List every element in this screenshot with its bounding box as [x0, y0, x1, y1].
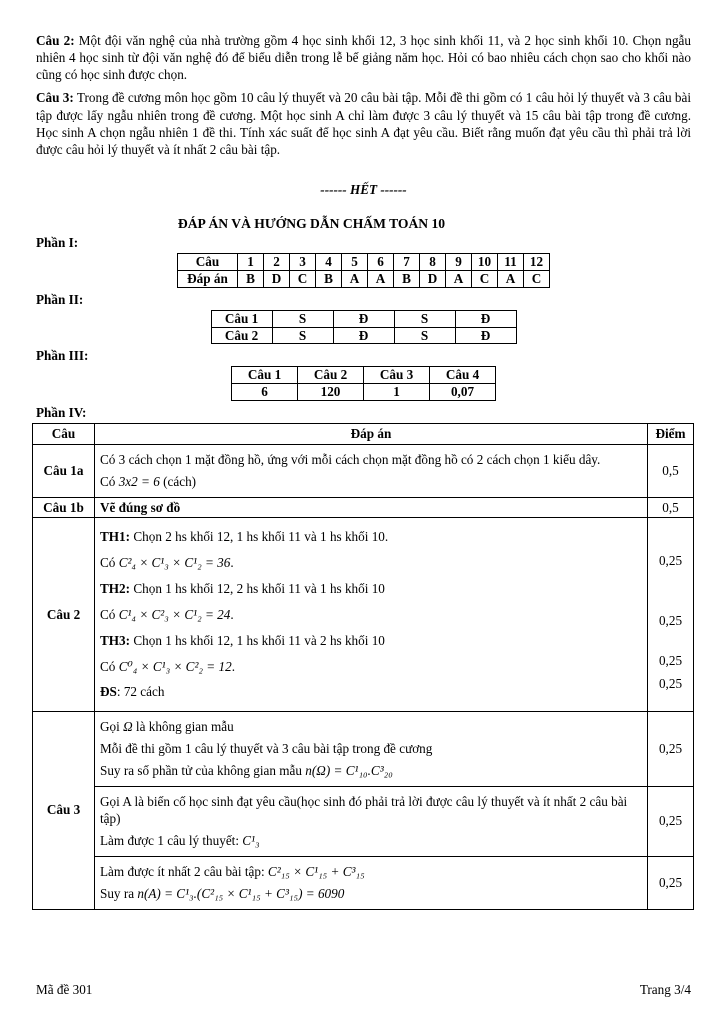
question-2-label: Câu 2:: [36, 33, 75, 48]
table-cell: S: [272, 310, 333, 327]
score-cell: 0,25: [648, 712, 694, 786]
table-cell: C: [472, 270, 498, 287]
table-cell: 10: [472, 254, 498, 271]
table-cell: Câu: [178, 254, 238, 271]
table-cell: 1: [364, 384, 430, 401]
answer-line: [100, 580, 642, 598]
table-cell: Đ: [455, 310, 516, 327]
answer-line-post: .: [230, 555, 234, 571]
answer-line: [100, 683, 642, 701]
question-3-paragraph: [36, 89, 691, 158]
answer-line-bold: TH3:: [100, 632, 131, 648]
answer-line-post: .: [230, 606, 234, 622]
part2-label: Phần II:: [36, 291, 84, 307]
table-header-row: [33, 424, 694, 445]
math-expression: C²₄ × C¹₃ × C¹₂ = 36: [118, 555, 231, 571]
answer-line-text: : 72 cách: [116, 684, 165, 700]
row-label: Câu 1b: [33, 497, 95, 518]
answer-line: [100, 832, 642, 850]
table-cell: B: [238, 270, 264, 287]
table-cell: 12: [524, 254, 550, 271]
score-value: 0,25: [658, 675, 683, 691]
table-cell: A: [446, 270, 472, 287]
table-row-cau3-1: [33, 712, 694, 786]
table-row: [178, 270, 550, 287]
answer-line: [100, 451, 642, 469]
end-marker: ------ HẾT ------: [320, 182, 407, 198]
table-row-cau2: [33, 518, 694, 712]
row-label: Câu 1a: [33, 445, 95, 498]
table-cell: B: [316, 270, 342, 287]
table-cell: Đ: [333, 310, 394, 327]
math-expression: C²₁₅ × C¹₁₅ + C³₁₅: [267, 864, 365, 880]
header-cell-dapan: Đáp án: [95, 424, 648, 445]
table-cell: 11: [498, 254, 524, 271]
row-label: Câu 2: [33, 518, 95, 712]
answer-line-text: Có 3 cách chọn 1 mặt đồng hồ, ứng với mỗi cách chọn mặt đồng hồ có 2 cách chọn 1 kiểu dây.: [100, 452, 601, 467]
question-3-label: Câu 3:: [36, 90, 74, 106]
table-cell: Câu 1: [232, 367, 298, 384]
table-cell: 2: [264, 254, 290, 271]
math-expression: 3x2 = 6: [118, 473, 160, 489]
answer-line-text: Làm được 1 câu lý thuyết:: [100, 833, 243, 849]
answer-content: [95, 857, 648, 910]
answer-line: [100, 740, 642, 758]
table-row: [211, 327, 516, 344]
answer-line-text: Gọi: [100, 719, 124, 735]
answer-line-text: Chọn 2 hs khối 12, 1 hs khối 11 và 1 hs khối 10.: [130, 529, 389, 545]
header-cell-cau: Câu: [33, 424, 95, 445]
score-cell: 0,25: [648, 786, 694, 856]
question-2-text: Một đội văn nghệ của nhà trường gồm 4 học sinh khối 12, 3 học sinh khối 11, và 2 học sinh khối 10. Chọn ngẫu nhiên 4 học sinh từ đội văn nghệ đó để biểu diễn trong lễ bế giảng năm học. Hỏi có bao nhiêu cách chọn sao cho khối nào cũng có học sinh được chọn.: [36, 33, 691, 83]
score-cell: 0,5: [648, 497, 694, 518]
math-expression: n(Ω) = C¹₁₀.C³₂₀: [305, 762, 393, 778]
part1-label: Phần I:: [36, 235, 79, 251]
table-cell: 120: [298, 384, 364, 401]
table-row-cau1b: [33, 497, 694, 518]
page-footer: [36, 982, 691, 998]
header-cell-diem: Điểm: [648, 424, 694, 445]
math-expression: C¹₄ × C²₃ × C¹₂ = 24: [118, 606, 231, 622]
answer-key-heading: ĐÁP ÁN VÀ HƯỚNG DẪN CHẤM TOÁN 10: [177, 216, 446, 232]
table-cell: B: [394, 270, 420, 287]
score-value: 0,25: [658, 613, 683, 629]
table-cell: S: [394, 327, 455, 344]
table-row-cau1a: [33, 445, 694, 498]
answer-line-text: Có: [100, 473, 119, 489]
answer-line-post: .: [231, 658, 235, 674]
table-cell: 9: [446, 254, 472, 271]
table-cell: 6: [368, 254, 394, 271]
answer-content: [95, 712, 648, 786]
answer-line: [100, 718, 642, 736]
answer-line-bold: TH1:: [100, 529, 131, 545]
table-row: [178, 254, 550, 271]
answer-line-bold: ĐS: [100, 684, 117, 700]
answer-line-text: Suy ra: [100, 885, 138, 901]
answer-line-text: Chọn 1 hs khối 12, 2 hs khối 11 và 1 hs khối 10: [130, 581, 385, 597]
table-cell: Đ: [333, 327, 394, 344]
score-cell: [648, 518, 694, 712]
table-cell: 5: [342, 254, 368, 271]
answer-line: [100, 863, 642, 881]
table-cell: 8: [420, 254, 446, 271]
answer-line: [100, 606, 642, 624]
answer-line-text: Có: [100, 555, 119, 571]
table-cell: S: [394, 310, 455, 327]
answer-line-text: Gọi A là biến cố học sinh đạt yêu cầu(học sinh đó phải trả lời được câu lý thuyết và ít nhất 2 câu bài tập): [100, 793, 628, 827]
math-expression: C⁰₄ × C¹₃ × C²₂ = 12: [118, 658, 232, 674]
math-expression: n(A) = C¹₃.(C²₁₅ × C¹₁₅ + C³₁₅) = 6090: [137, 885, 345, 901]
answer-line-text: Chọn 1 hs khối 12, 1 hs khối 11 và 2 hs khối 10: [130, 632, 385, 648]
table-cell: 6: [232, 384, 298, 401]
table-cell: Câu 1: [211, 310, 272, 327]
answer-content: Vẽ đúng sơ đồ: [95, 497, 648, 518]
math-expression: Ω: [123, 719, 133, 735]
part3-answer-table: [231, 366, 496, 401]
table-cell: Câu 3: [364, 367, 430, 384]
part4-detailed-answer-table: [32, 423, 694, 910]
table-cell: C: [524, 270, 550, 287]
answer-content: [95, 786, 648, 856]
row-label: Câu 3: [33, 712, 95, 910]
table-cell: Đáp án: [178, 270, 238, 287]
table-cell: 3: [290, 254, 316, 271]
answer-line-text: Mỗi đề thi gồm 1 câu lý thuyết và 3 câu bài tập trong đề cương: [100, 740, 433, 756]
score-cell: 0,5: [648, 445, 694, 498]
table-cell: C: [290, 270, 316, 287]
score-cell: 0,25: [648, 857, 694, 910]
part4-label: Phần IV:: [36, 405, 87, 421]
table-cell: 0,07: [430, 384, 496, 401]
answer-line: [100, 885, 642, 903]
table-cell: Câu 2: [211, 327, 272, 344]
answer-line: [100, 632, 642, 650]
table-row: [232, 367, 496, 384]
answer-line: [100, 762, 642, 780]
answer-line-text: Làm được ít nhất 2 câu bài tập:: [100, 864, 268, 880]
table-cell: A: [368, 270, 394, 287]
answer-content: [95, 445, 648, 498]
answer-line-bold: TH2:: [100, 581, 131, 597]
answer-line: [100, 473, 642, 491]
math-expression: C¹₃: [242, 833, 260, 849]
question-2-paragraph: [36, 32, 691, 83]
score-value: 0,25: [658, 653, 683, 669]
answer-content: [95, 518, 648, 712]
table-row: [232, 384, 496, 401]
answer-line: [100, 528, 642, 546]
table-cell: D: [264, 270, 290, 287]
table-cell: Đ: [455, 327, 516, 344]
table-cell: 4: [316, 254, 342, 271]
question-3-text: Trong đề cương môn học gồm 10 câu lý thuyết và 20 câu bài tập. Mỗi đề thi gồm có 1 câu hỏi lý thuyết và 3 câu bài tập được lấy ngẫu nhiên trong đề cương. Một học sinh A chỉ làm được 3 câu lý thuyết và 15 câu bài tập trong đề cương. Học sinh A chọn ngẫu nhiên 1 đề thi. Tính xác suất để học sinh A đạt yêu cầu. Biết rằng muốn đạt yêu cầu thì phải trả lời được câu hỏi lý thuyết và ít nhất 2 câu bài tập.: [36, 90, 692, 157]
table-cell: Câu 2: [298, 367, 364, 384]
answer-line-text: Có: [100, 658, 119, 674]
table-cell: 7: [394, 254, 420, 271]
answer-line-text: Có: [100, 606, 119, 622]
answer-line-post: (cách): [159, 473, 197, 489]
exam-code: Mã đề 301: [36, 982, 93, 997]
table-cell: A: [342, 270, 368, 287]
page-number: Trang 3/4: [639, 982, 691, 997]
table-cell: D: [420, 270, 446, 287]
part3-label: Phần III:: [36, 348, 89, 364]
table-cell: A: [498, 270, 524, 287]
answer-line-text: Suy ra số phần tử của không gian mẫu: [100, 762, 306, 778]
answer-line-post: là không gian mẫu: [132, 719, 234, 735]
table-row-cau3-3: [33, 857, 694, 910]
answer-line: [100, 554, 642, 572]
part1-answer-table: [177, 253, 550, 288]
table-cell: Câu 4: [430, 367, 496, 384]
answer-line: [100, 793, 642, 829]
table-cell: 1: [238, 254, 264, 271]
score-value: 0,25: [658, 553, 683, 569]
table-row: [211, 310, 516, 327]
answer-line: [100, 658, 642, 676]
part2-answer-table: [211, 310, 517, 345]
table-cell: S: [272, 327, 333, 344]
table-row-cau3-2: [33, 786, 694, 856]
